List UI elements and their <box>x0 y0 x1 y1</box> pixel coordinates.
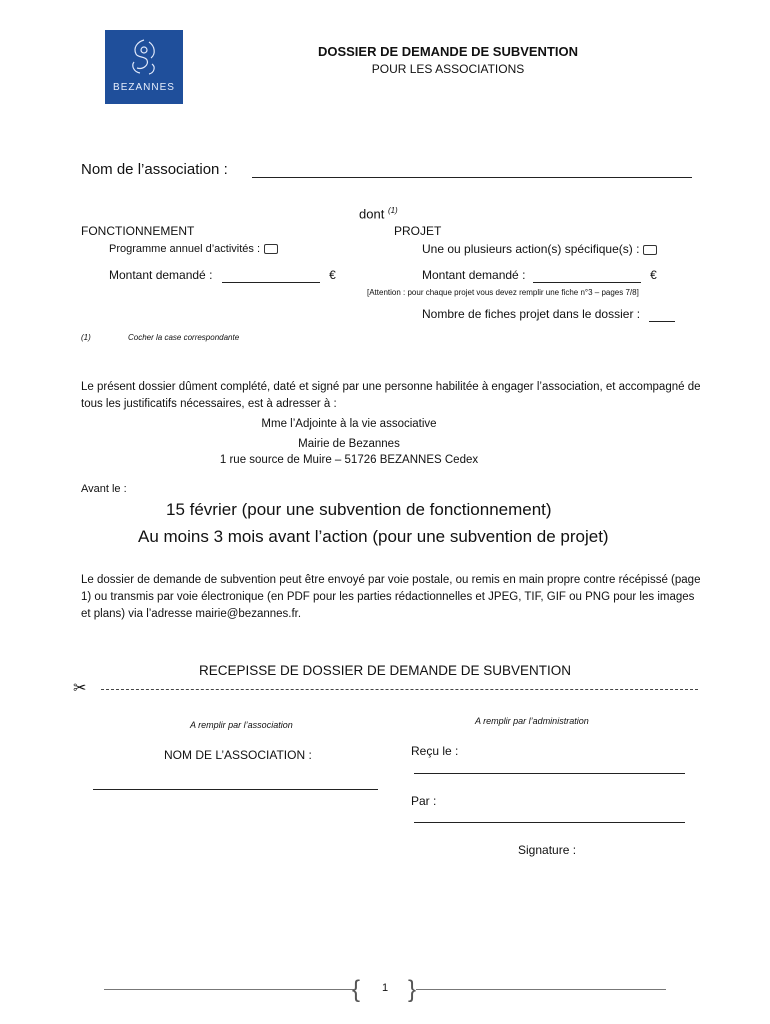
receipt-title: RECEPISSE DE DOSSIER DE DEMANDE DE SUBVENTION <box>198 663 572 678</box>
projet-currency: € <box>650 268 657 282</box>
dont-note-ref: (1) <box>387 206 398 215</box>
projet-montant-row <box>422 268 657 283</box>
footer-bracket-right-icon: } <box>408 976 417 1003</box>
dont-label <box>359 206 398 221</box>
sending-instructions: Le dossier de demande de subvention peut être envoyé par voie postale, ou remis en main propre contre récépissé (page 1) ou transmis par voie électronique (en PDF pour les parties rédactionnelles et JPEG, TIF, GIF ou PNG pour les images et plans) via l’adresse mairie@bezannes.fr. <box>81 574 701 620</box>
footer-bracket-left-icon: { <box>352 976 361 1003</box>
projet-montant-label: Montant demandé : <box>422 268 526 282</box>
address-line-3: 1 rue source de Muire – 51726 BEZANNES Cedex <box>219 454 479 466</box>
deadline-projet: Au moins 3 mois avant l’action (pour une subvention de projet) <box>138 527 609 546</box>
association-name-field[interactable] <box>252 177 692 178</box>
receipt-recu-field[interactable] <box>414 773 685 774</box>
document-title: DOSSIER DE DEMANDE DE SUBVENTION <box>317 44 579 59</box>
programme-checkbox[interactable] <box>264 244 278 254</box>
scissors-icon: ✂ <box>73 680 87 697</box>
address-line-2: Mairie de Bezannes <box>298 438 400 450</box>
logo-emblem-icon <box>125 36 163 80</box>
receipt-nom-label: NOM DE L’ASSOCIATION : <box>164 748 312 762</box>
projet-attention-note: [Attention : pour chaque projet vous devez remplir une fiche n°3 – pages 7/8] <box>367 288 639 297</box>
association-name-label: Nom de l’association : <box>81 161 228 178</box>
actions-row <box>422 242 657 256</box>
receipt-left-heading: A remplir par l’association <box>190 720 293 730</box>
page-number: 1 <box>381 982 389 994</box>
fonctionnement-montant-label: Montant demandé : <box>109 268 213 282</box>
fonctionnement-currency: € <box>329 268 336 282</box>
programme-label: Programme annuel d’activités : <box>109 243 261 255</box>
bezannes-logo <box>105 30 183 104</box>
fiches-count-field[interactable] <box>649 307 675 322</box>
fonctionnement-montant-field[interactable] <box>222 268 320 283</box>
footer-line-right <box>416 989 666 990</box>
avant-label: Avant le : <box>81 483 127 495</box>
document-subtitle: POUR LES ASSOCIATIONS <box>371 62 525 76</box>
actions-checkbox[interactable] <box>643 245 657 255</box>
logo-text: BEZANNES <box>113 82 175 93</box>
receipt-par-field[interactable] <box>414 822 685 823</box>
dont-text: dont <box>359 206 385 222</box>
receipt-signature-label: Signature : <box>518 843 577 857</box>
projet-montant-field[interactable] <box>533 268 641 283</box>
fonctionnement-montant-row <box>109 268 336 283</box>
programme-row <box>109 243 278 255</box>
fiches-label: Nombre de fiches projet dans le dossier : <box>422 307 641 321</box>
footer-line-left <box>104 989 354 990</box>
footnote-number: (1) <box>81 333 91 342</box>
instructions-intro: Le présent dossier dûment complété, daté et signé par une personne habilitée à engager l’association, et accompagné de tous les justificatifs nécessaires, est à adresser à : <box>81 381 701 410</box>
actions-label: Une ou plusieurs action(s) spécifique(s) : <box>422 242 640 256</box>
deadline-fonctionnement: 15 février (pour une subvention de fonctionnement) <box>166 500 552 519</box>
fiches-row <box>422 307 675 322</box>
footnote-text: Cocher la case correspondante <box>128 333 240 342</box>
fonctionnement-heading: FONCTIONNEMENT <box>81 224 195 238</box>
projet-heading: PROJET <box>394 224 442 238</box>
address-line-1: Mme l’Adjointe à la vie associative <box>261 418 437 430</box>
cut-line <box>101 689 698 690</box>
receipt-right-heading: A remplir par l’administration <box>475 716 589 726</box>
receipt-nom-field[interactable] <box>93 789 378 790</box>
receipt-par-label: Par : <box>411 794 437 808</box>
receipt-recu-label: Reçu le : <box>411 744 459 758</box>
